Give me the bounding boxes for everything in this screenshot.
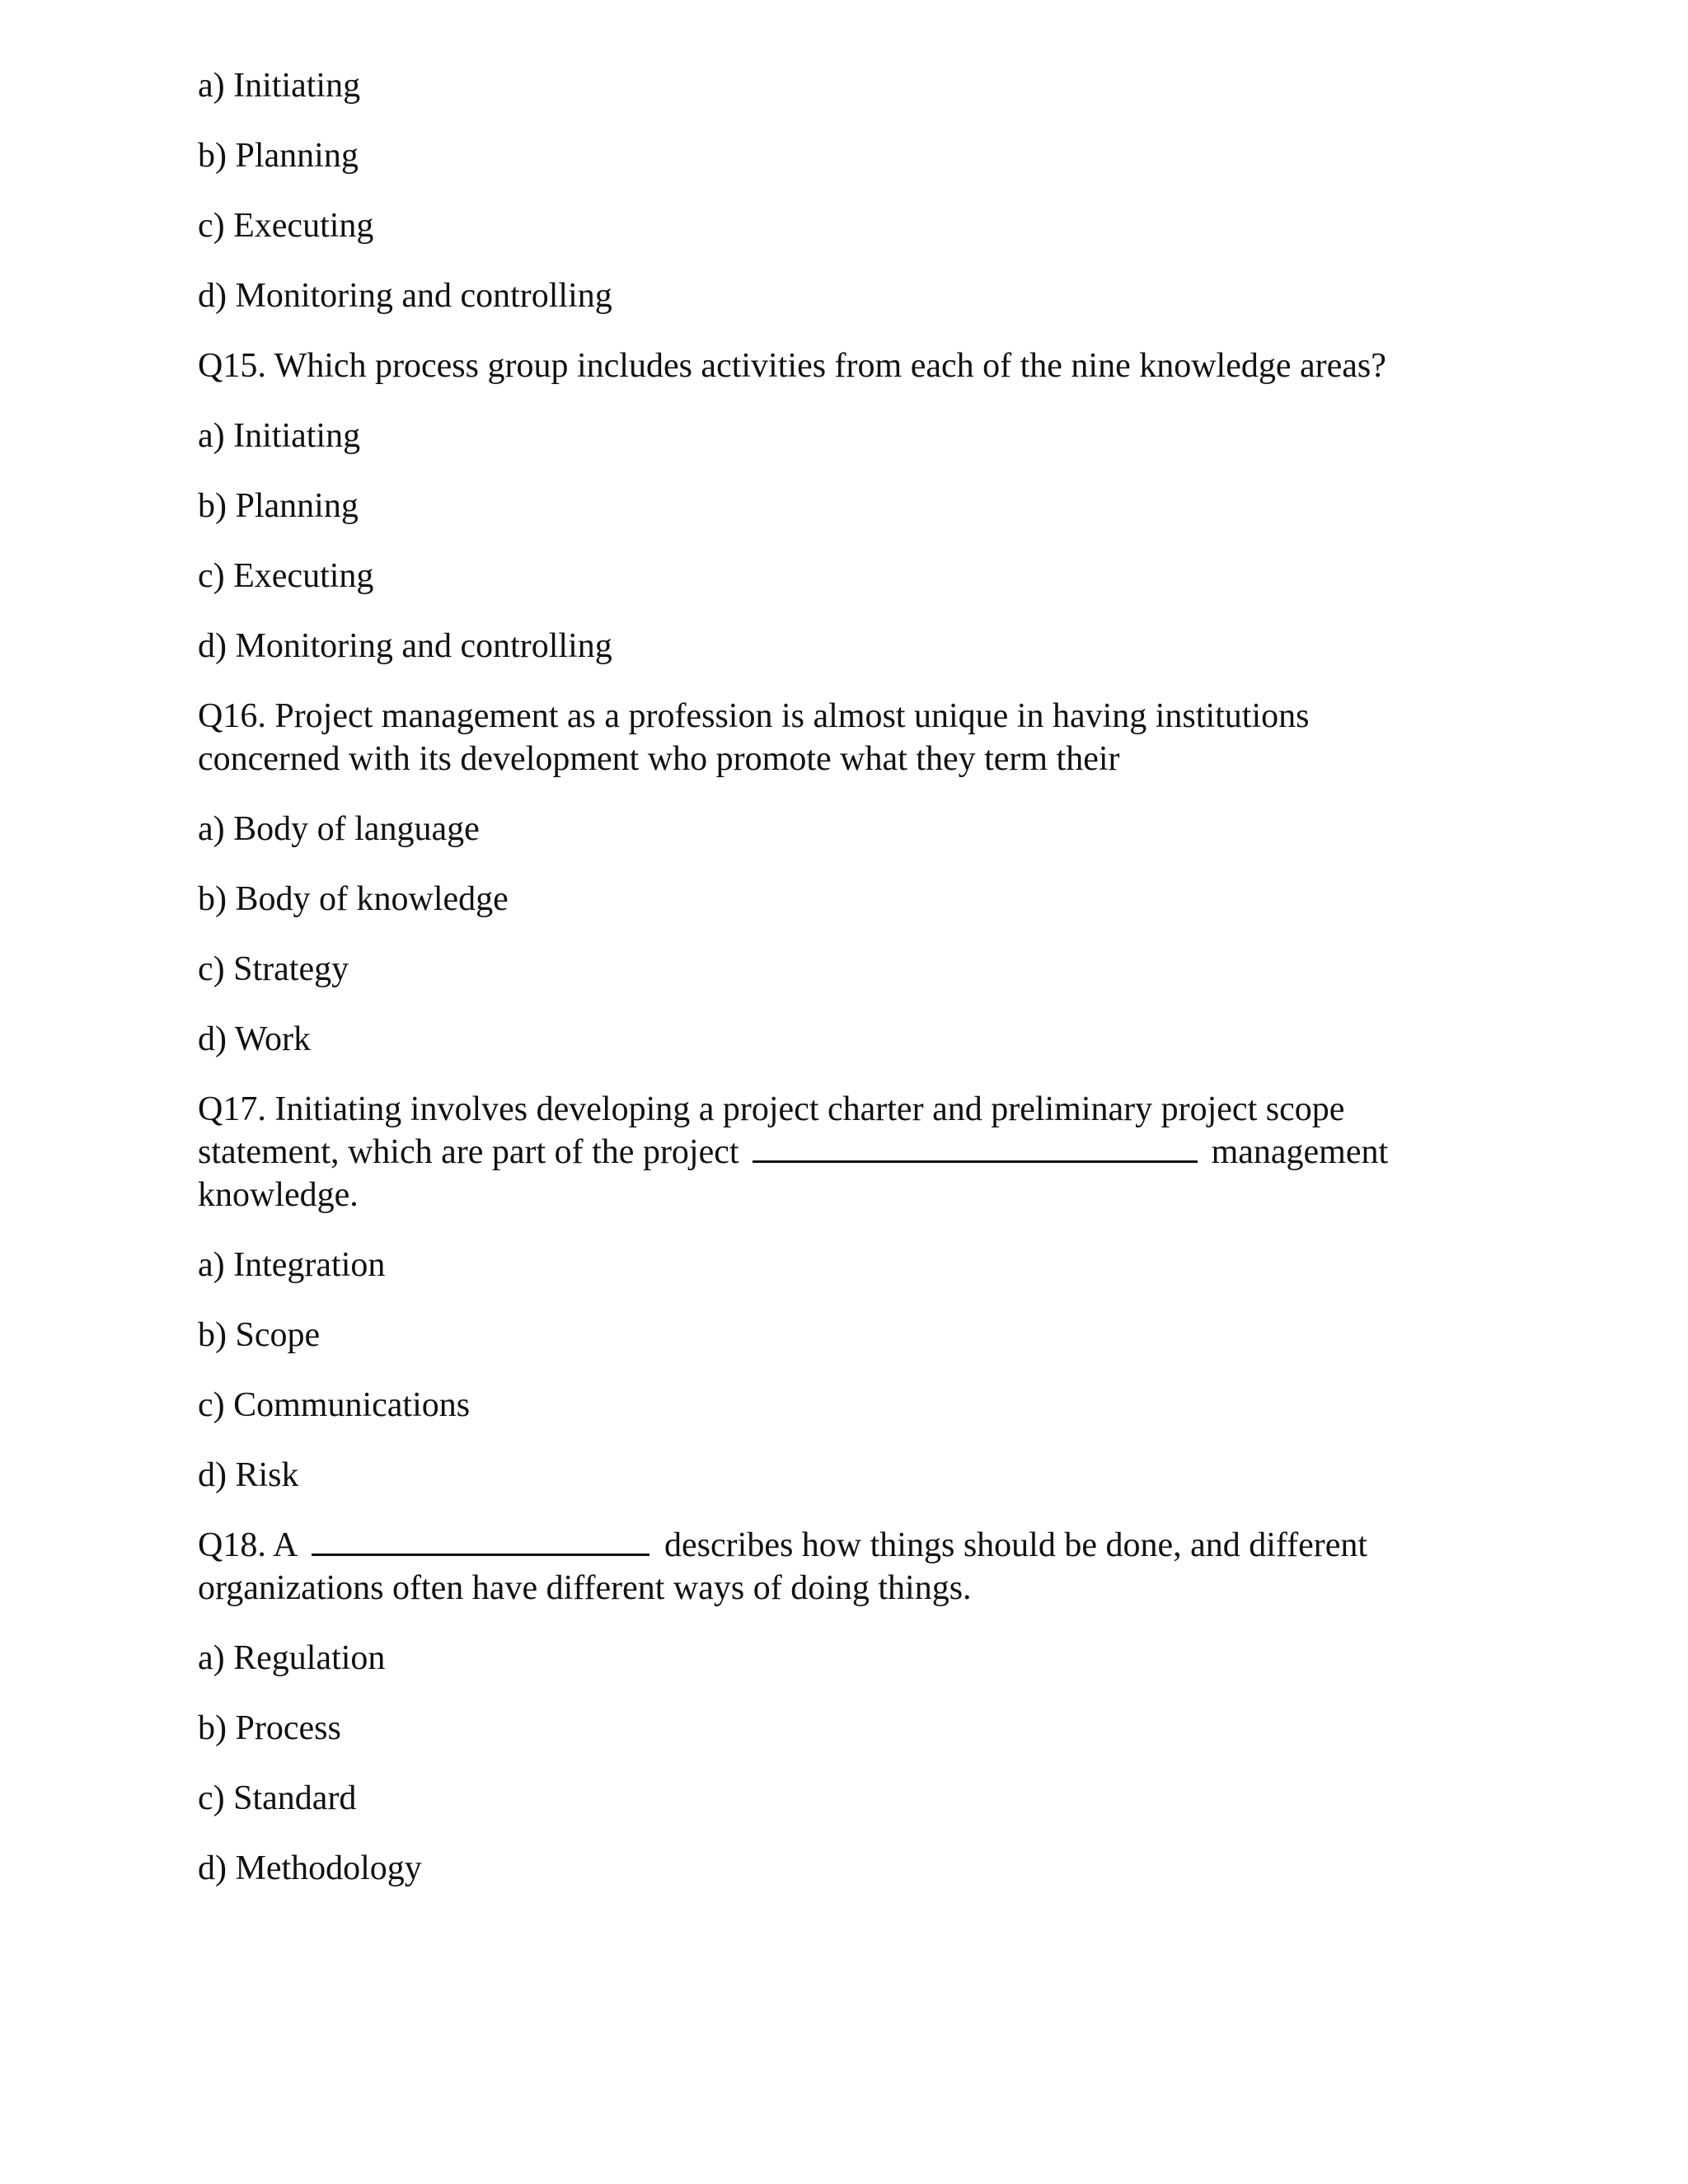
q18-option-b: b) Process — [198, 1709, 341, 1747]
q16-option-a: a) Body of language — [198, 810, 480, 848]
q16-option-c: c) Strategy — [198, 950, 349, 988]
q17-question-line2 — [198, 1131, 1434, 1174]
q18-option-a: a) Regulation — [198, 1639, 386, 1677]
q15-option-b: b) Planning — [198, 487, 359, 525]
q18-question-line2: organizations often have different ways of doing things. — [198, 1569, 972, 1607]
q17-question-line3: knowledge. — [198, 1176, 359, 1214]
q17-text-after-blank: management — [1211, 1133, 1389, 1171]
q15-option-c: c) Executing — [198, 557, 374, 595]
q18-question-line1 — [198, 1524, 1434, 1567]
q15-question: Q15. Which process group includes activities from each of the nine knowledge areas? — [198, 347, 1386, 385]
q17-option-d: d) Risk — [198, 1456, 299, 1494]
q15-option-d: d) Monitoring and controlling — [198, 627, 612, 665]
q16-option-d: d) Work — [198, 1020, 311, 1058]
q17-option-c: c) Communications — [198, 1386, 471, 1424]
q18-answer-blank — [312, 1526, 649, 1556]
q18-question — [198, 1524, 1434, 1610]
q16-question-line1: Q16. Project management as a profession is almost unique in having institutions — [198, 697, 1310, 735]
q18-option-d: d) Methodology — [198, 1849, 422, 1887]
q14-option-a: a) Initiating — [198, 67, 361, 105]
q17-question-line1: Q17. Initiating involves developing a project charter and preliminary project scope — [198, 1090, 1345, 1128]
q14-option-d: d) Monitoring and controlling — [198, 277, 612, 315]
q16-question — [198, 695, 1434, 780]
q16-question-line2: concerned with its development who promote what they term their — [198, 740, 1120, 778]
q18-text-after-blank: describes how things should be done, and different — [664, 1526, 1368, 1564]
q17-option-a: a) Integration — [198, 1246, 386, 1284]
document-page — [198, 64, 1434, 1917]
q18-text-before-blank: Q18. A — [198, 1526, 297, 1564]
q17-text-before-blank: statement, which are part of the project — [198, 1133, 739, 1171]
q14-option-c: c) Executing — [198, 207, 374, 245]
q17-question — [198, 1088, 1434, 1216]
q17-option-b: b) Scope — [198, 1316, 321, 1354]
q17-answer-blank — [753, 1132, 1198, 1163]
q16-option-b: b) Body of knowledge — [198, 880, 509, 918]
q14-option-b: b) Planning — [198, 137, 359, 175]
q15-option-a: a) Initiating — [198, 417, 361, 455]
q18-option-c: c) Standard — [198, 1779, 357, 1817]
